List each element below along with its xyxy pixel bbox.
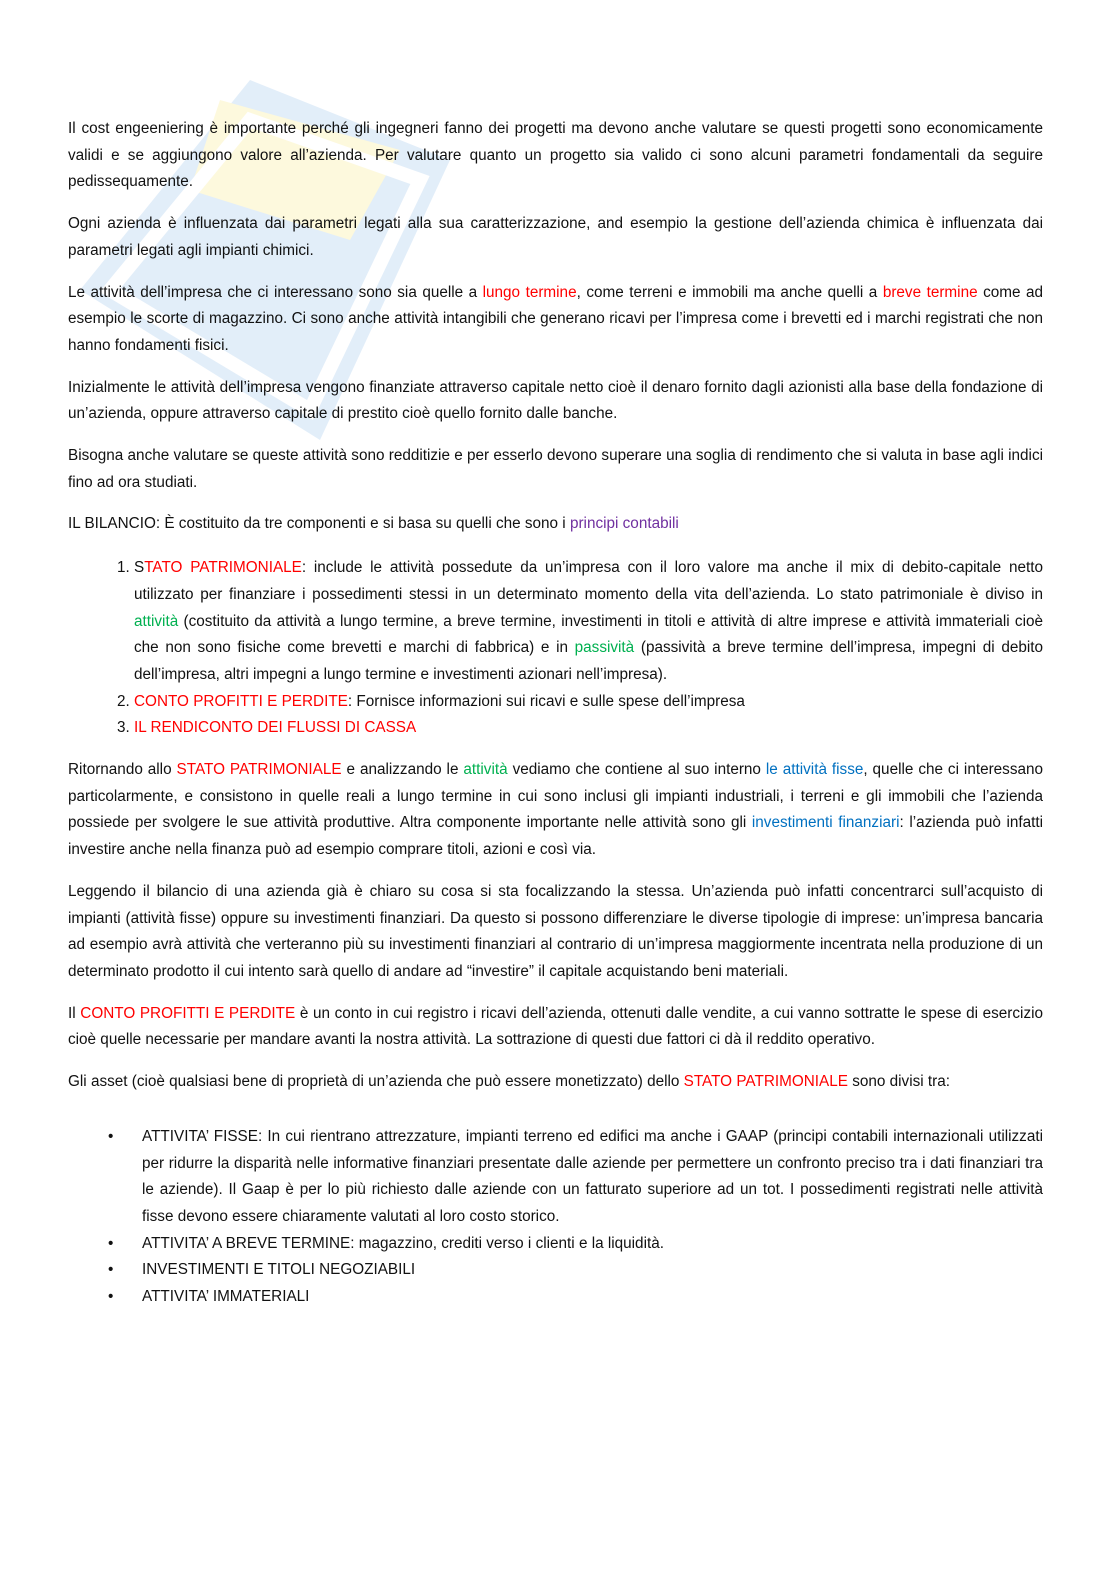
text: (costituito da attività a lungo termine, a breve termine, investimenti in titoli e attività di altre imprese e attività immateriali cioè che non sono fisiche come brevetti e marchi di fabbrica) e in (134, 612, 1043, 657)
text: : include le attività possedute da un’impresa con il loro valore ma anche il mix di debito-capitale netto utilizzato per finanziare i possedimenti stessi in un determinato momento della vita dell’azienda. Lo stato patrimoniale è diviso in (134, 559, 1043, 603)
text: IL BILANCIO: È costituito da tre componenti e si basa su quelli che sono i (68, 515, 570, 533)
text: , quelle che ci interessano particolarmente, e consistono in quelle reali a lungo termine in cui sono inclusi gli impianti industriali, i terreni e gli immobili che l’azienda possiede per svolgere le sue attività produttive. Altra componente importante nelle attività sono gli (68, 761, 1044, 832)
text: come ad esempio le scorte di magazzino. Ci sono anche attività intangibili che generano ricavi per l’impresa come i brevetti ed i marchi registrati che non hanno fondamenti fisici. (68, 283, 1044, 354)
paragraph-activities (68, 280, 1043, 360)
bullet-icon: • (108, 1127, 114, 1145)
highlight-attivita: attività (134, 612, 179, 630)
highlight-attivita-fisse: le attività fisse (765, 761, 864, 779)
bilancio-components-list (68, 555, 1043, 742)
text: sono divisi tra: (847, 1073, 950, 1091)
paragraph-conto-profitti (68, 1001, 1043, 1054)
highlight-attivita: attività (463, 761, 508, 779)
bullet-icon: • (108, 1288, 114, 1306)
highlight-stato-patrimoniale: STATO PATRIMONIALE (176, 761, 342, 779)
text: , come terreni e immobili ma anche quelli a (576, 283, 883, 301)
highlight-principi-contabili: principi contabili (569, 515, 679, 533)
highlight-passivita: passività (574, 639, 635, 657)
list-item (134, 689, 1043, 716)
asset-types-list (68, 1124, 1043, 1311)
text: ATTIVITA’ FISSE: In cui rientrano attrezzature, impianti terreno ed edifici ma anche i GAAP (principi contabili internazionali utilizzati per ridurre la disparità nelle informative finanziari presentate dalle aziende per permettere un confronto preciso tra i dati finanziari tra le aziende). Il Gaap è per lo più richiesto dalle aziende con un fatturato superiore ad un tot. I possedimenti registrati nelle attività fisse devono essere chiaramente valutati al loro costo storico. (142, 1127, 1043, 1225)
bullet-icon: • (108, 1261, 114, 1279)
text: Gli asset (cioè qualsiasi bene di proprietà di un’azienda che può essere monetizzato) dello (68, 1073, 684, 1091)
text: : Fornisce informazioni sui ricavi e sulle spese dell’impresa (347, 692, 745, 710)
list-item (134, 555, 1043, 689)
paragraph-influence: Ogni azienda è influenzata dai parametri legati alla sua caratterizzazione, and esempio la gestione dell’azienda chimica è influenzata dai parametri legati agli impianti chimici. (68, 215, 1043, 259)
list-item (108, 1257, 1043, 1284)
text: e analizzando le (341, 761, 464, 779)
text: vediamo che contiene al suo interno (507, 761, 766, 779)
paragraph-reading-balance: Leggendo il bilancio di una azienda già è chiaro su cosa si sta focalizzando la stessa. Un’azienda può infatti concentrarci sull’acquisto di impianti (attività fisse) oppure su investimenti finanziari. Da questo si possono differenziare le diverse tipologie di imprese: un’impresa bancaria ad esempio avrà attività che verteranno più su investimenti finanziari al contrario di un’impresa maggiormente incentrata nella produzione di un determinato prodotto il cui intento sarà quello di andare ad “investire” il capitale acquistando beni materiali. (68, 882, 1043, 980)
list-item (134, 715, 1043, 742)
highlight-rendiconto: IL RENDICONTO DEI FLUSSI DI CASSA (134, 719, 417, 737)
text: S (134, 559, 145, 577)
paragraph-intro: Il cost engeeniering è importante perché gli ingegneri fanno dei progetti ma devono anche valutare se questi progetti sono economicamente validi e se aggiungono valore all’azienda. Per valutare quanto un progetto sia valido ci sono alcuni parametri fondamentali da seguire pedissequamente. (68, 120, 1043, 191)
text: : l’azienda può infatti investire anche nella finanza può ad esempio comprare titoli, azioni e così via. (68, 814, 1044, 859)
list-item (108, 1124, 1043, 1231)
paragraph-assets (68, 1069, 1043, 1096)
highlight-lungo-termine: lungo termine (482, 283, 577, 301)
text: Il (68, 1004, 81, 1022)
highlight-investimenti-finanziari: investimenti finanziari (751, 814, 900, 832)
highlight-breve-termine: breve termine (882, 283, 978, 301)
paragraph-stato-patrimoniale (68, 757, 1043, 864)
text: ATTIVITA’ IMMATERIALI (142, 1288, 310, 1306)
document-page (68, 116, 1043, 1311)
list-item (108, 1231, 1043, 1258)
text: ATTIVITA’ A BREVE TERMINE: magazzino, crediti verso i clienti e la liquidità. (142, 1234, 664, 1252)
text: (passività a breve termine dell’impresa, impegni di debito dell’impresa, altri impegni a lungo termine e investimenti azionari nell’impresa). (134, 639, 1043, 683)
paragraph-financing: Inizialmente le attività dell’impresa vengono finanziate attraverso capitale netto cioè il denaro fornito dagli azionisti alla base della fondazione di un’azienda, oppure attraverso capitale di prestito cioè quello fornito dalle banche. (68, 378, 1043, 423)
highlight-stato-patrimoniale: TATO PATRIMONIALE (144, 559, 302, 577)
list-item (108, 1284, 1043, 1311)
highlight-stato-patrimoniale: STATO PATRIMONIALE (683, 1073, 848, 1091)
bullet-icon: • (108, 1234, 114, 1252)
highlight-conto-profitti: CONTO PROFITTI E PERDITE (80, 1004, 296, 1022)
text: Le attività dell’impresa che ci interessano sono sia quelle a (68, 283, 483, 301)
paragraph-profitability: Bisogna anche valutare se queste attività sono redditizie e per esserlo devono superare una soglia di rendimento che si valuta in base agli indici fino ad ora studiati. (68, 447, 1043, 491)
highlight-conto-profitti: CONTO PROFITTI E PERDITE (134, 692, 348, 710)
text: INVESTIMENTI E TITOLI NEGOZIABILI (142, 1261, 416, 1279)
text: è un conto in cui registro i ricavi dell’azienda, ottenuti dalle vendite, a cui vanno sottratte le spese di esercizio cioè quelle necessarie per mandare avanti la nostra attività. La sottrazione di questi due fattori ci dà il reddito operativo. (68, 1004, 1043, 1049)
text: Ritornando allo (68, 761, 177, 779)
paragraph-bilancio (68, 511, 1043, 538)
